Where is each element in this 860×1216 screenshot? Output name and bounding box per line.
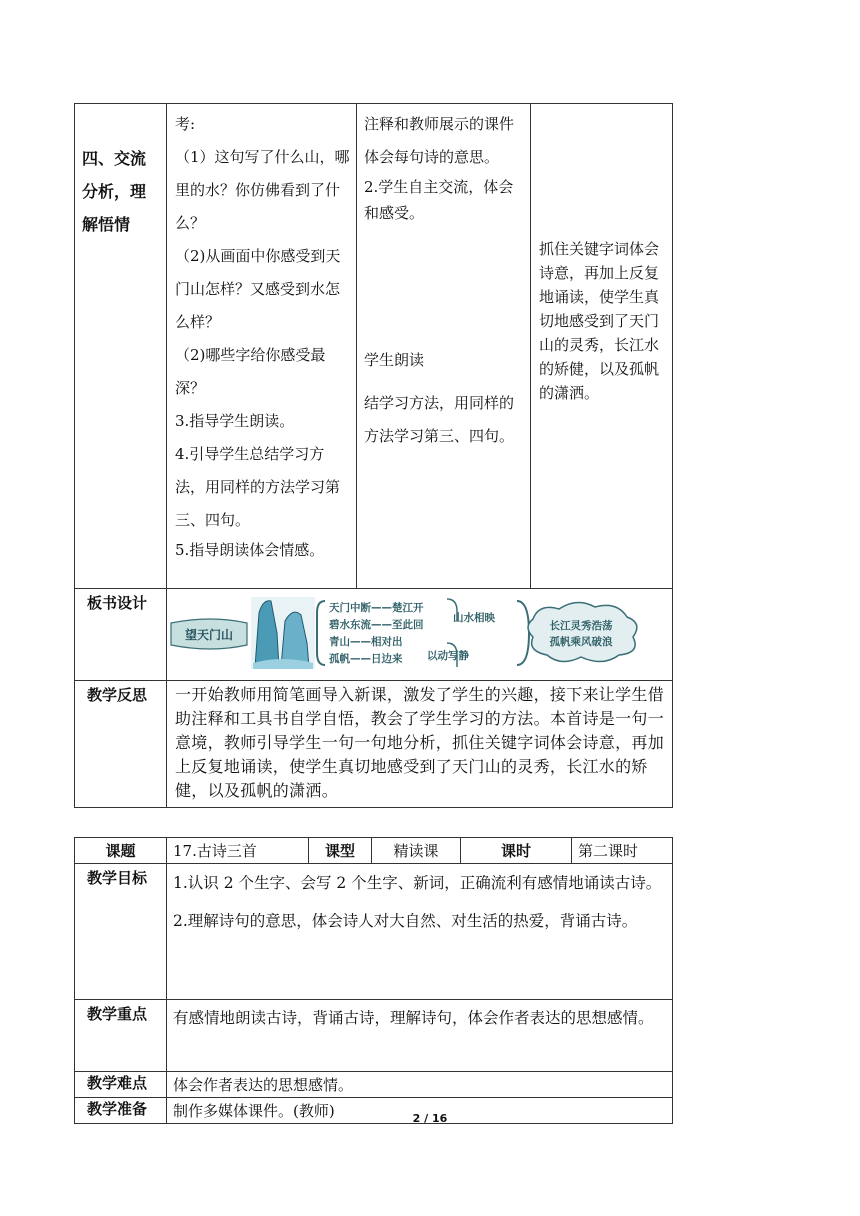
board-title: 望天门山 [184,628,234,642]
reflection-label: 教学反思 [75,681,167,808]
type-value: 精读课 [372,838,461,864]
topic-value: 17.古诗三首 [167,838,309,864]
difficulty-label: 教学难点 [75,1072,167,1098]
student-block: 学生朗读 [364,351,425,369]
teacher-line: 考: [175,115,196,133]
topic-label: 课题 [75,838,167,864]
keypoint-text: 有感情地朗读古诗，背诵古诗，理解诗句，体会作者表达的思想感情。 [167,1000,673,1072]
board-line: 碧水东流——至此回 [329,619,424,631]
difficulty-text: 体会作者表达的思想感情。 [167,1072,673,1098]
teacher-line: 4.引导学生总结学习方法，用同样的方法学习第三、四句。 [175,445,341,529]
lesson-plan-table [74,837,673,1124]
teacher-line: 5.指导朗读体会情感。 [175,541,325,559]
student-activity [357,104,531,589]
stage-label: 四、交流分析，理解悟情 [75,104,167,589]
goal-item: 1.认识 2 个生字、会写 2 个生字、新词，正确流利有感情地诵读古诗。 [173,874,662,892]
cloud-shape [528,602,637,661]
student-block: 2.学生自主交流，体会和感受。 [364,178,514,222]
board-summary-2: 以动写静 [427,650,469,662]
teacher-line: （2)哪些字给你感受最深？ [175,346,326,397]
board-cloud-1: 长江灵秀浩荡 [549,620,613,632]
board-cloud-2: 孤帆乘风破浪 [549,636,613,648]
keypoint-label: 教学重点 [75,1000,167,1072]
prep-label: 教学准备 [75,1098,167,1124]
board-line: 天门中断——楚江开 [329,602,424,614]
prep-text: 制作多媒体课件。(教师) [167,1098,673,1124]
board-line: 孤帆——日边来 [329,653,403,665]
page-number: 2 / 16 [412,1112,448,1125]
teacher-line: （2)从画面中你感受到天门山怎样？又感受到水怎么样？ [175,247,341,331]
blackboard-diagram [167,593,647,673]
board-summary-1: 山水相映 [453,612,495,624]
period-label: 课时 [461,838,572,864]
teacher-line: 3.指导学生朗读。 [175,412,295,430]
lesson-process-table [74,103,673,808]
type-label: 课型 [309,838,372,864]
goals-label: 教学目标 [75,864,167,1000]
period-value: 第二课时 [572,838,673,864]
mountain-picture [251,597,315,669]
goals-cell [167,864,673,1000]
right-brace [517,601,529,665]
board-line: 青山——相对出 [329,636,403,648]
design-intent: 抓住关键字词体会诗意，再加上反复地诵读，使学生真切地感受到了天门山的灵秀，长江水的矫健，以及孤帆的潇洒。 [531,104,673,589]
left-brace [317,601,325,665]
goal-item: 2.理解诗句的意思，体会诗人对大自然、对生活的热爱，背诵古诗。 [173,912,638,930]
board-label: 板书设计 [75,589,167,681]
student-block: 注释和教师展示的课件体会每句诗的意思。 [364,115,515,166]
board-design [167,589,673,681]
student-block: 结学习方法，用同样的方法学习第三、四句。 [364,394,515,445]
reflection-text: 一开始教师用简笔画导入新课，激发了学生的兴趣，接下来让学生借助注释和工具书自学自悟，教会了学生学习的方法。本首诗是一句一意境，教师引导学生一句一句地分析，抓住关键字词体会诗意，再加上反复地诵读，使学生真切地感受到了天门山的灵秀，长江水的矫健，以及孤帆的潇洒。 [167,681,673,808]
teacher-activity [167,104,357,589]
teacher-line: （1）这句写了什么山，哪里的水？你仿佛看到了什么？ [175,148,350,232]
